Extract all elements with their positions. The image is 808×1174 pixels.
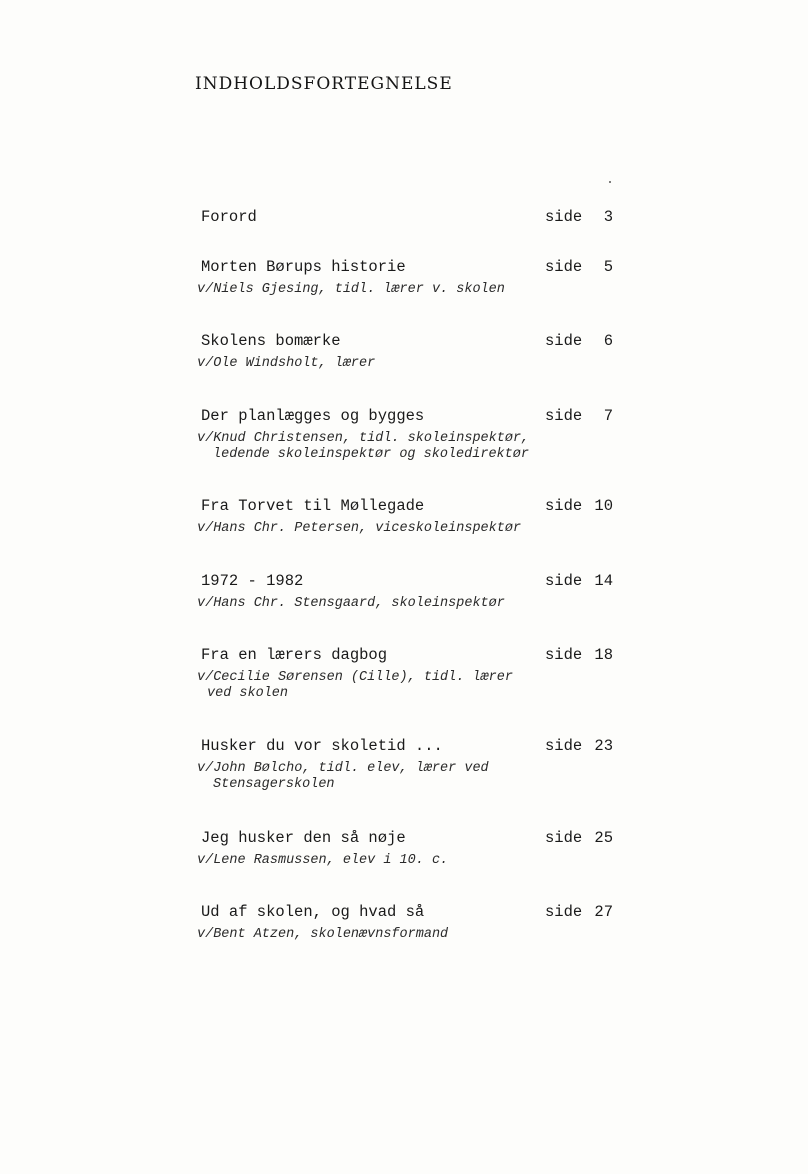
page-number: 10 bbox=[594, 497, 613, 515]
author-line: v/Hans Chr. Petersen, viceskoleinspektør bbox=[197, 521, 522, 536]
page-label: side bbox=[545, 497, 583, 515]
toc-entry-author bbox=[197, 521, 521, 537]
page-number: 14 bbox=[594, 572, 613, 590]
page-label: side bbox=[545, 208, 583, 226]
toc-entry-author bbox=[197, 761, 489, 793]
author-line: v/John Bølcho, tidl. elev, lærer ved bbox=[197, 761, 489, 776]
toc-entry-author bbox=[197, 853, 448, 869]
toc-entry-author bbox=[197, 431, 529, 463]
page-number: 3 bbox=[603, 208, 613, 226]
toc-entry-author bbox=[197, 282, 505, 298]
toc-entry-title: Ud af skolen, og hvad så bbox=[201, 903, 425, 921]
page-label: side bbox=[545, 258, 583, 276]
author-line: v/Hans Chr. Stensgaard, skoleinspektør bbox=[197, 596, 505, 611]
toc-entry-page bbox=[545, 258, 613, 276]
page-label: side bbox=[545, 407, 583, 425]
toc-entry-page bbox=[545, 903, 613, 921]
page-number: 6 bbox=[603, 332, 613, 350]
toc-entry-page bbox=[545, 407, 613, 425]
author-line-continued: Stensagerskolen bbox=[213, 777, 335, 792]
toc-entry-author bbox=[197, 356, 375, 372]
paper-speck bbox=[609, 181, 611, 183]
author-line: v/Lene Rasmussen, elev i 10. c. bbox=[197, 853, 449, 868]
toc-entry-page bbox=[545, 208, 613, 226]
page-label: side bbox=[545, 737, 583, 755]
toc-entry-title: Der planlægges og bygges bbox=[201, 407, 425, 425]
toc-entry-title: Husker du vor skoletid ... bbox=[201, 737, 443, 755]
page-label: side bbox=[545, 572, 583, 590]
toc-entry-title: Jeg husker den så nøje bbox=[201, 829, 406, 847]
page-label: side bbox=[545, 332, 583, 350]
toc-entry-page bbox=[545, 737, 613, 755]
toc-entry-page bbox=[545, 332, 613, 350]
page-title: INDHOLDSFORTEGNELSE bbox=[195, 74, 453, 94]
page-label: side bbox=[545, 829, 583, 847]
toc-entry-title: Skolens bomærke bbox=[201, 332, 341, 350]
page-label: side bbox=[545, 646, 583, 664]
page-number: 18 bbox=[594, 646, 613, 664]
toc-entry-title: Morten Børups historie bbox=[201, 258, 406, 276]
author-line: v/Knud Christensen, tidl. skoleinspektør, bbox=[197, 431, 530, 446]
author-line: v/Niels Gjesing, tidl. lærer v. skolen bbox=[197, 282, 505, 297]
toc-entry-author bbox=[197, 927, 448, 943]
toc-entry-title: Fra Torvet til Møllegade bbox=[201, 497, 425, 515]
page-number: 23 bbox=[594, 737, 613, 755]
toc-entry-page bbox=[545, 646, 613, 664]
page-label: side bbox=[545, 903, 583, 921]
author-line: v/Cecilie Sørensen (Cille), tidl. lærer bbox=[197, 670, 513, 685]
toc-entry-page bbox=[545, 497, 613, 515]
toc-entry-page bbox=[545, 829, 613, 847]
page-number: 27 bbox=[594, 903, 613, 921]
page-number: 25 bbox=[594, 829, 613, 847]
author-line-continued: ledende skoleinspektør og skoledirektør bbox=[213, 447, 529, 462]
toc-entry-title: 1972 - 1982 bbox=[201, 572, 304, 590]
page-number: 7 bbox=[603, 407, 613, 425]
toc-entry-page bbox=[545, 572, 613, 590]
toc-entry-title: Fra en lærers dagbog bbox=[201, 646, 388, 664]
author-line: v/Bent Atzen, skolenævnsformand bbox=[197, 927, 449, 942]
author-line-continued: ved skolen bbox=[207, 686, 289, 701]
author-line: v/Ole Windsholt, lærer bbox=[197, 356, 376, 371]
toc-entry-title: Forord bbox=[201, 208, 257, 226]
toc-entry-author bbox=[197, 670, 513, 702]
page-number: 5 bbox=[603, 258, 613, 276]
toc-entry-author bbox=[197, 596, 505, 612]
